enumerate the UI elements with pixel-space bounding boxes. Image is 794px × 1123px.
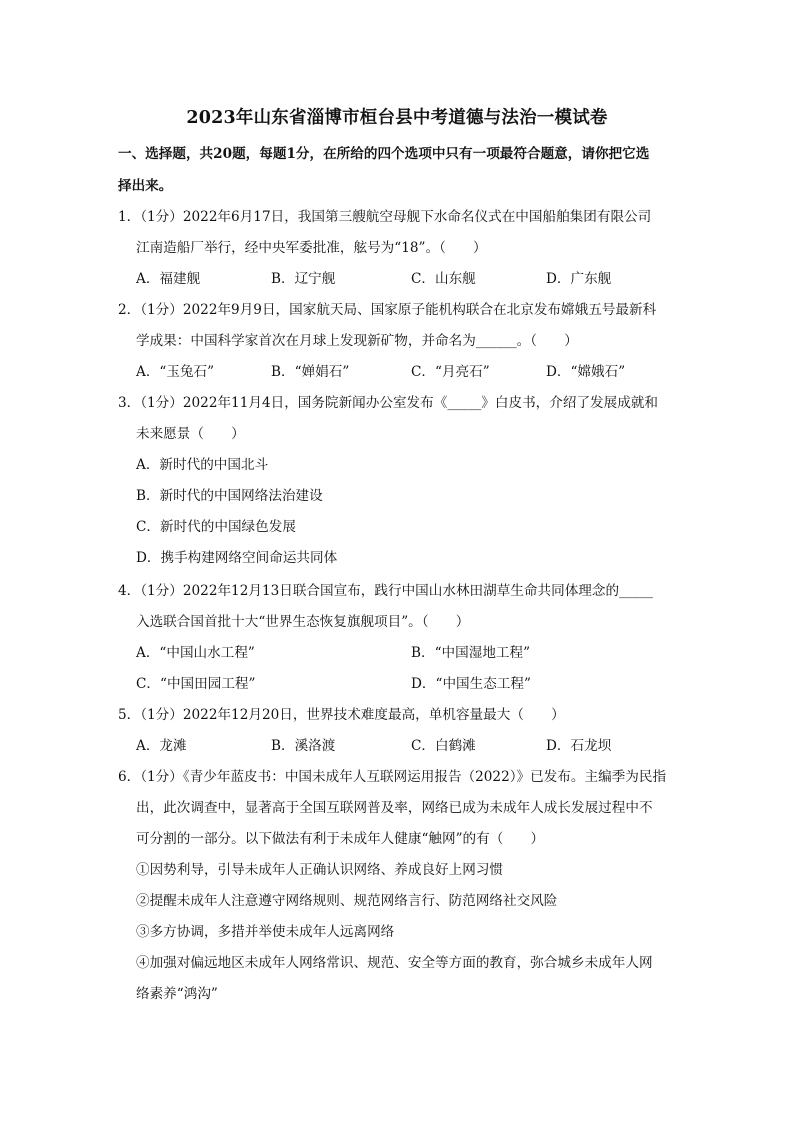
- question-6-item-4-line2: 络素养“鸿沟”: [136, 986, 218, 1002]
- section-instruction-line1: 一、选择题，共20题，每题1分，在所给的四个选项中只有一项最符合题意，请你把它选: [118, 146, 650, 162]
- question-6-line3: 可分割的一部分。以下做法有利于未成年人健康“触网”的有（ ）: [136, 831, 545, 847]
- question-5-option-d: D．石龙坝: [546, 738, 612, 754]
- question-4-option-a: A．“中国山水工程”: [136, 645, 255, 661]
- question-2-option-b: B．“婵娟石”: [271, 364, 350, 380]
- question-1-option-a: A．福建舰: [136, 271, 201, 287]
- question-3-option-d: D．携手构建网络空间命运共同体: [136, 550, 338, 566]
- section-instruction-line2: 择出来。: [118, 178, 173, 194]
- question-3-option-c: C．新时代的中国绿色发展: [136, 519, 296, 535]
- question-4-option-b: B．“中国湿地工程”: [411, 645, 531, 661]
- question-2-option-a: A．“玉兔石”: [136, 364, 215, 380]
- question-5-option-a: A．龙滩: [136, 738, 187, 754]
- question-6-line2: 出，此次调查中，显著高于全国互联网普及率，网络已成为未成年人成长发展过程中不: [136, 800, 653, 816]
- question-2-option-c: C．“月亮石”: [411, 364, 490, 380]
- question-1-option-c: C．山东舰: [411, 271, 476, 287]
- question-2-line1: 2．（1分）2022年9月9日，国家航天局、国家原子能机构联合在北京发布嫦娥五号最新科: [118, 302, 657, 318]
- question-1-line2: 江南造船厂举行，经中央军委批准，舷号为“18”。（ ）: [136, 240, 487, 256]
- exam-title: 2023年山东省淄博市桓台县中考道德与法治一模试卷: [186, 108, 608, 128]
- question-3-line1: 3．（1分）2022年11月4日，国务院新闻办公室发布《_____》白皮书，介绍了发展成就和: [118, 395, 659, 411]
- question-5-line1: 5．（1分）2022年12月20日，世界技术难度最高，单机容量最大（ ）: [118, 707, 565, 723]
- question-2-option-d: D．“嫦娥石”: [546, 364, 626, 380]
- question-1-line1: 1．（1分）2022年6月17日，我国第三艘航空母舰下水命名仪式在中国船舶集团有限公司: [118, 209, 652, 225]
- question-3-line2: 未来愿景（ ）: [136, 426, 245, 442]
- question-6-line1: 6．（1分）《青少年蓝皮书：中国未成年人互联网运用报告（2022）》已发布。主编季为民指: [118, 769, 667, 785]
- question-4-line1: 4．（1分）2022年12月13日联合国宣布，践行中国山水林田湖草生命共同体理念的_____: [118, 583, 654, 599]
- question-3-option-b: B．新时代的中国网络法治建设: [136, 488, 323, 504]
- question-5-option-c: C．白鹤滩: [411, 738, 476, 754]
- question-6-item-1: ①因势利导，引导未成年人正确认识网络、养成良好上网习惯: [136, 862, 504, 878]
- question-1-option-b: B．辽宁舰: [271, 271, 336, 287]
- question-4-option-d: D．“中国生态工程”: [411, 676, 531, 692]
- question-5-option-b: B．溪洛渡: [271, 738, 336, 754]
- question-4-line2: 入选联合国首批十大“世界生态恢复旗舰项目”。（ ）: [136, 614, 470, 630]
- question-6-item-4-line1: ④加强对偏远地区未成年人网络常识、规范、安全等方面的教育，弥合城乡未成年人网: [136, 955, 653, 971]
- question-6-item-2: ②提醒未成年人注意遵守网络规则、规范网络言行、防范网络社交风险: [136, 893, 558, 909]
- question-3-option-a: A．新时代的中国北斗: [136, 457, 269, 473]
- question-6-item-3: ③多方协调，多措并举使未成年人远离网络: [136, 924, 395, 940]
- question-1-option-d: D．广东舰: [546, 271, 612, 287]
- question-4-option-c: C．“中国田园工程”: [136, 676, 256, 692]
- question-2-line2: 学成果：中国科学家首次在月球上发现新矿物，并命名为______。（ ）: [136, 333, 578, 349]
